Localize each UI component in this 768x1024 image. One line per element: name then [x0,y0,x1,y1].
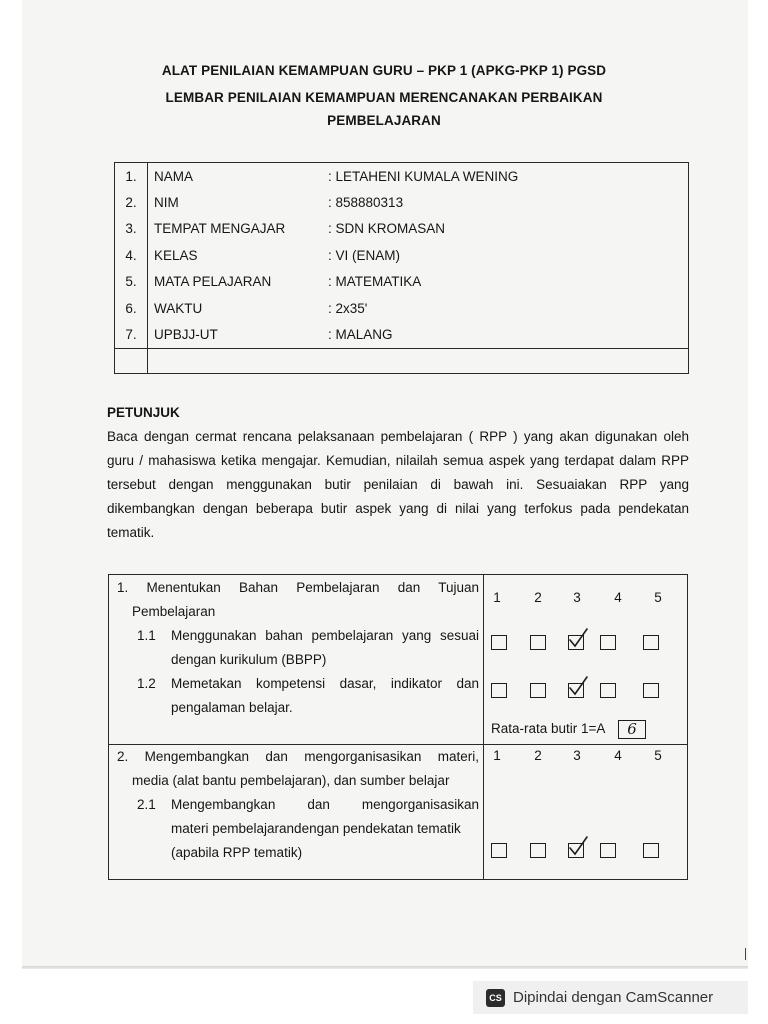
identity-value: : SDN KROMASAN [322,216,689,242]
document-subtitle: LEMBAR PENILAIAN KEMAMPUAN MERENCANAKAN PERBAIKAN [165,90,603,105]
section-1-scale-5: 5 [654,590,662,605]
document-title: ALAT PENILAIAN KEMAMPUAN GURU – PKP 1 (APKG-PKP 1) PGSD [161,63,607,78]
item-1-1-checkbox-5[interactable] [643,635,659,650]
identity-number: 3. [115,216,148,242]
identity-row [115,269,689,295]
identity-number: 2. [115,189,148,215]
row-divider [109,744,687,745]
average-value-box[interactable]: 6 [618,720,646,739]
identity-number: 4. [115,242,148,268]
camscanner-watermark [473,981,748,1014]
identity-number: 6. [115,295,148,321]
item-2-1-checkbox-4[interactable] [600,843,616,858]
identity-label: KELAS [148,242,323,268]
identity-label: WAKTU [148,295,323,321]
item-1-1-checkbox-4[interactable] [600,635,616,650]
blank-cell [148,348,689,373]
item-1-2-text: Memetakan kompetensi dasar, indikator dan [171,676,479,691]
checkmark-icon [567,627,589,651]
identity-value: : 858880313 [322,189,689,215]
instructions-text: Baca dengan cermat rencana pelaksanaan pembelajaran ( RPP ) yang akan digunakan oleh guru / mahasiswa ketika mengajar. Kemudian, nilailah semua aspek yang terdapat dalam RPP tersebut dengan menggunakan butir penilaian di bawah ini. Sesuaiakan RPP yang dikembangkan dengan beberapa butir aspek yang di nilai yang terfokus pada pendekatan tematik. [107,429,689,540]
identity-label: NAMA [148,163,323,190]
section-1-title-cont: Pembelajaran [132,604,216,619]
identity-value: : 2x35' [322,295,689,321]
item-1-2-checkbox-4[interactable] [600,683,616,698]
section-1-scale-4: 4 [614,590,622,605]
identity-label: TEMPAT MENGAJAR [148,216,323,242]
checkmark-icon [567,835,589,859]
item-1-2-checkbox-5[interactable] [643,683,659,698]
camscanner-logo-icon: CS [486,989,505,1007]
item-1-1-checkbox-3[interactable] [568,635,584,650]
evaluation-table [108,574,688,880]
identity-row [115,321,689,348]
identity-value: : MALANG [322,321,689,348]
item-1-1-text: Menggunakan bahan pembelajaran yang sesuai [171,628,479,643]
section-2-scale-3: 3 [573,748,581,763]
item-2-1-text: Mengembangkan dan mengorganisasikan [171,797,479,812]
camscanner-text: Dipindai dengan CamScanner [513,989,714,1006]
blank-cell [115,348,148,373]
identity-row [115,242,689,268]
identity-number: 5. [115,269,148,295]
item-1-2-text-cont: pengalaman belajar. [171,700,293,715]
page-edge-mark [745,948,746,960]
item-2-1-checkbox-3[interactable] [568,843,584,858]
identity-number: 7. [115,321,148,348]
section-2-scale-4: 4 [614,748,622,763]
item-1-1-checkbox-2[interactable] [530,635,546,650]
item-1-2-checkbox-2[interactable] [530,683,546,698]
identity-number: 1. [115,163,148,190]
section-2-title-cont: media (alat bantu pembelajaran), dan sumber belajar [132,773,450,788]
identity-value: : LETAHENI KUMALA WENING [322,163,689,190]
section-2-title: 2. Mengembangkan dan mengorganisasikan materi, [117,749,479,764]
item-2-1-text-cont: materi pembelajarandengan pendekatan tematik [171,821,461,836]
identity-row [115,189,689,215]
identity-label: NIM [148,189,323,215]
item-1-2-number: 1.2 [137,676,156,691]
item-1-1-number: 1.1 [137,628,156,643]
item-1-2-checkbox-3[interactable] [568,683,584,698]
section-1-scale-3: 3 [573,590,581,605]
identity-row [115,163,689,190]
section-1-scale-2: 2 [534,590,542,605]
paper-bottom-edge [22,966,748,969]
identity-label: UPBJJ-UT [148,321,323,348]
item-2-1-text-cont-2: (apabila RPP tematik) [171,845,303,860]
section-1-title: 1. Menentukan Bahan Pembelajaran dan Tujuan [117,580,479,595]
item-1-1-checkbox-1[interactable] [491,635,507,650]
item-1-2-checkbox-1[interactable] [491,683,507,698]
document-subtitle-cont: PEMBELAJARAN [327,113,441,128]
identity-blank-row [115,348,689,373]
section-1-scale-1: 1 [493,590,501,605]
average-label: Rata-rata butir 1=A [491,721,606,736]
identity-row [115,295,689,321]
column-divider [483,575,484,879]
item-2-1-number: 2.1 [137,797,156,812]
section-2-scale-5: 5 [654,748,662,763]
identity-value: : VI (ENAM) [322,242,689,268]
section-2-scale-1: 1 [493,748,501,763]
identity-label: MATA PELAJARAN [148,269,323,295]
instructions-heading: PETUNJUK [107,405,180,420]
identity-table [114,162,689,374]
section-2-scale-2: 2 [534,748,542,763]
item-2-1-checkbox-1[interactable] [491,843,507,858]
checkmark-icon [567,675,589,699]
item-2-1-checkbox-5[interactable] [643,843,659,858]
identity-value: : MATEMATIKA [322,269,689,295]
item-2-1-checkbox-2[interactable] [530,843,546,858]
identity-row [115,216,689,242]
item-1-1-text-cont: dengan kurikulum (BBPP) [171,652,327,667]
